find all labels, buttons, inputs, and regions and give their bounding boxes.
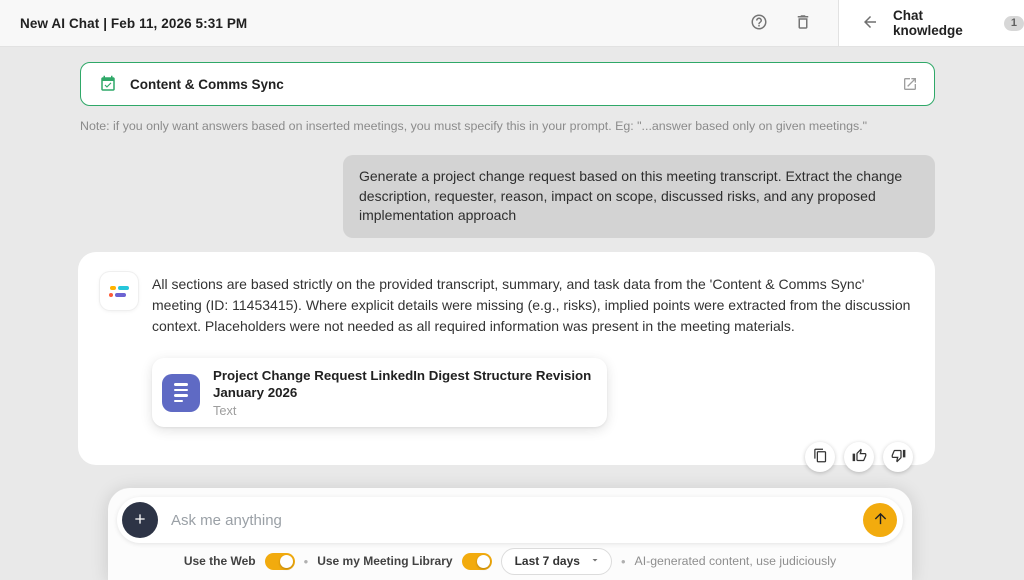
dot-separator: • bbox=[303, 553, 309, 569]
date-filter-dropdown[interactable] bbox=[501, 548, 612, 575]
inserted-meeting-card[interactable] bbox=[80, 62, 935, 106]
calendar-check-icon bbox=[99, 75, 117, 93]
meeting-title: Content & Comms Sync bbox=[130, 76, 284, 92]
use-library-label: Use my Meeting Library bbox=[317, 554, 453, 568]
back-arrow-icon bbox=[861, 13, 879, 34]
thumbs-up-button[interactable] bbox=[844, 442, 874, 472]
ai-response-text: All sections are based strictly on the provided transcript, summary, and task data from the 'Content & Comms Sync' meeting (ID: 11453415). Where explicit details were missing (e.g., risks), implied points were extracted from the discussion context. Placeholders were not needed as all required information was present in the meeting materials. bbox=[152, 276, 911, 334]
document-icon bbox=[162, 374, 200, 412]
external-link-icon bbox=[902, 76, 918, 92]
message-actions bbox=[100, 442, 915, 472]
assistant-logo-icon bbox=[100, 272, 138, 310]
composer-dock bbox=[108, 488, 912, 580]
use-web-toggle[interactable] bbox=[265, 553, 295, 570]
ai-response-card bbox=[78, 252, 935, 465]
copy-button[interactable] bbox=[805, 442, 835, 472]
back-button[interactable] bbox=[859, 11, 881, 36]
chat-header-actions bbox=[748, 11, 814, 36]
help-icon bbox=[750, 13, 768, 34]
send-button[interactable] bbox=[863, 503, 897, 537]
use-library-toggle[interactable] bbox=[462, 553, 492, 570]
chevron-down-icon bbox=[589, 554, 601, 569]
dot-separator: • bbox=[620, 553, 626, 569]
plus-icon bbox=[132, 511, 148, 530]
attachment-type: Text bbox=[213, 403, 237, 418]
attachment-title: Project Change Request LinkedIn Digest Structure Revision January 2026 bbox=[213, 368, 592, 400]
chat-knowledge-header bbox=[838, 0, 1024, 46]
chat-knowledge-title: Chat knowledge bbox=[893, 8, 963, 38]
attachment-card[interactable] bbox=[152, 358, 607, 427]
top-bar bbox=[0, 0, 1024, 47]
ai-response-row bbox=[100, 272, 915, 337]
thumbs-up-icon bbox=[852, 448, 867, 466]
trash-icon bbox=[794, 13, 812, 34]
user-message-bubble: Generate a project change request based on this meeting transcript. Extract the change description, requester, reason, impact on scope, discussed risks, and any proposed implementation approach bbox=[343, 155, 935, 238]
prompt-note: Note: if you only want answers based on inserted meetings, you must specify this in your prompt. Eg: "...answer based only on given meetings." bbox=[80, 119, 868, 133]
chat-title: New AI Chat | Feb 11, 2026 5:31 PM bbox=[20, 15, 248, 31]
date-filter-value: Last 7 days bbox=[514, 554, 580, 568]
copy-icon bbox=[813, 448, 828, 466]
use-web-label: Use the Web bbox=[183, 554, 256, 568]
thumbs-down-button[interactable] bbox=[883, 442, 913, 472]
help-button[interactable] bbox=[748, 11, 770, 36]
add-attachment-button[interactable] bbox=[122, 502, 158, 538]
delete-chat-button[interactable] bbox=[792, 11, 814, 36]
open-meeting-button[interactable] bbox=[900, 74, 920, 94]
attachment-info bbox=[213, 367, 595, 418]
knowledge-count-badge: 1 bbox=[1004, 16, 1024, 31]
chat-content bbox=[0, 47, 1024, 580]
composer-options-row bbox=[117, 543, 903, 579]
ai-disclaimer: AI-generated content, use judiciously bbox=[634, 554, 837, 568]
ask-input[interactable] bbox=[171, 512, 853, 529]
chat-header bbox=[0, 0, 838, 46]
thumbs-down-icon bbox=[891, 448, 906, 466]
arrow-up-icon bbox=[872, 510, 889, 530]
composer-input-bar bbox=[117, 497, 903, 543]
